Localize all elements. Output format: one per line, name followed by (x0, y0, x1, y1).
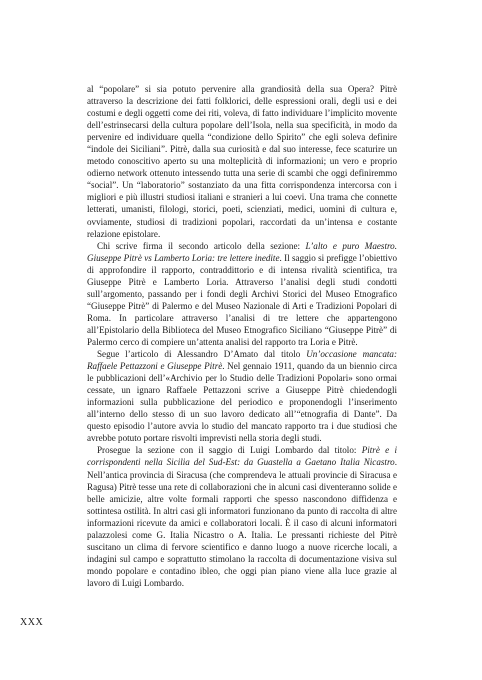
body-text (87, 83, 397, 589)
text-run: Segue l’articolo di Alessandro D’Amato dal titolo (97, 349, 307, 360)
paragraph-4 (87, 444, 397, 589)
text-run: . Nel gennaio 1911, quando da un biennio circa le pubblicazioni dell’«Archivio per lo Studio delle Tradizioni Popolari» sono ormai cessate, un ignaro Raffaele Pettazzoni scrive a Giuseppe Pitrè chiedendogli informazioni sulla pubblicazione del periodico e proponendogli l’inserimento all’interno dello stesso di un suo lavoro dedicato all’“etnografia di Dante”. Da questo episodio l’autore avvia lo studio del mancato rapporto tra i due studiosi che avrebbe potuto portare risvolti imprevisti nella storia degli studi. (87, 361, 397, 444)
paragraph-3 (87, 348, 397, 444)
text-run: . Il saggio si prefigge l’obiettivo di approfondire il rapporto, contraddittorio e di intensa rivalità scientifica, tra Giuseppe Pitrè e Lamberto Loria. Attraverso l’analisi degli studi condotti sull’argomento, passando per i fondi degli Archivi Storici del Museo Etnografico “Giuseppe Pitrè” di Palermo e del Museo Nazionale di Arti e Tradizioni Popolari di Roma. In particolare attraverso l’analisi di tre lettere che appartengono all’Epistolario della Biblioteca del Museo Etnografico Siciliano “Giuseppe Pitrè” di Palermo cerco di compiere un’attenta analisi del rapporto tra Loria e Pitrè. (87, 252, 398, 347)
text-run: . Nell’antica provincia di Siracusa (che comprendeva le attuali provincie di Siracusa e Ragusa) Pitrè tesse una rete di collaborazioni che in alcuni casi diventeranno solide e belle amicizie, altre volte formali rapporti che spesso nascondono diffidenza e sottintesa ostilità. In altri casi gli informatori funzionano da punto di raccolta di altre informazioni ricevute da amici e collaboratori locali. È il caso di alcuni informatori palazzolesi come G. Italia Nicastro o A. Italia. Le pressanti richieste del Pitrè suscitano un clima di fervore scientifico e danno luogo a nuove ricerche locali, a indagini sul campo e soprattutto stimolano la raccolta di documentazione visiva sul mondo popolare e contadino ibleo, che oggi pian piano viene alla luce grazie al lavoro di Luigi Lombardo. (87, 457, 397, 588)
article-title-italic: L’alto e puro Maestro. Giuseppe Pitrè vs Lamberto Loria: tre lettere inedite (87, 240, 398, 263)
article-title-italic: Pitrè e i corrispondenti nella Sicilia del Sud-Est: da Guastella a Gaetano Italia Nicastro (87, 445, 397, 468)
paragraph-2 (87, 240, 397, 348)
text-run: al “popolare” si sia potuto pervenire alla grandiosità della sua Opera? Pitrè attraverso la descrizione dei fatti folklorici, delle espressioni orali, degli usi e dei costumi e degli oggetti come dei riti, voleva, di fatto individuare l’implicito movente dell’estrinsecarsi della cultura popolare dell’Isola, nella sua specificità, in modo da pervenire ed individuare quella “condizione dello Spirito” che egli soleva definire “indole dei Siciliani”. Pitrè, dalla sua curiosità e dal suo interesse, fece scaturire un metodo conoscitivo aperto su una molteplicità di informazioni; un vero e proprio odierno network ottenuto intessendo tutta una serie di scambi che oggi definiremmo “social”. Un “laboratorio” sostanziato da una fitta corrispondenza intercorsa con i migliori e più illustri studiosi italiani e stranieri a lui coevi. Una trama che connette letterati, umanisti, filologi, storici, poeti, scienziati, medici, uomini di cultura e, ovviamente, studiosi di tradizioni popolari, raccordati da un’intensa e costante relazione epistolare. (87, 84, 397, 239)
page-number: XXX (20, 617, 44, 628)
text-run: Prosegue la sezione con il saggio di Luigi Lombardo dal titolo: (97, 445, 362, 456)
text-run: Chi scrive firma il secondo articolo della sezione: (97, 240, 306, 251)
article-title-italic: Un’occasione mancata: Raffaele Pettazzoni e Giuseppe Pitrè (87, 349, 398, 372)
paragraph-1 (87, 83, 397, 240)
